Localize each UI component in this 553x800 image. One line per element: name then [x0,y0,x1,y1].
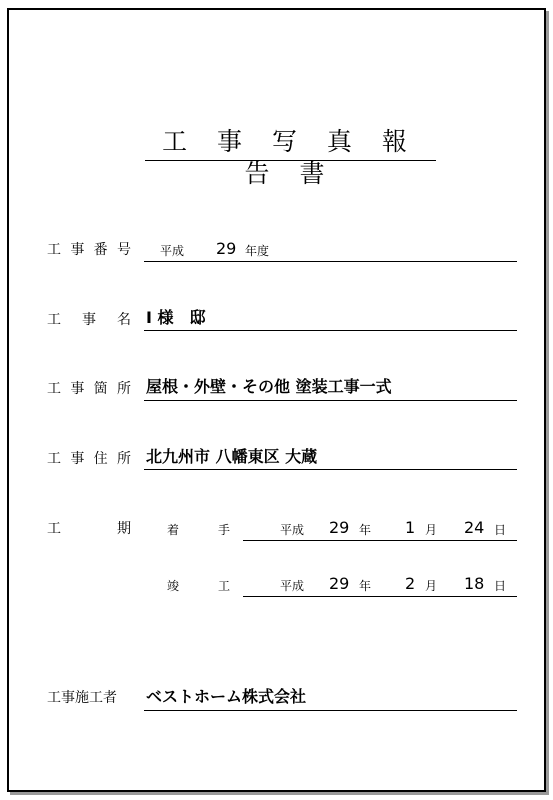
site-underline [144,400,517,401]
document-title: 工 事 写 真 報 告 書 [162,127,418,188]
contractor-value: ベストホーム株式会社 [146,687,307,706]
end-era: 平成 [280,579,305,593]
end-label-2: 工 [218,579,231,593]
start-label-1: 着 [167,523,180,537]
end-day-unit: 日 [494,579,507,593]
address-underline [144,469,517,470]
label-construction-number [47,240,131,260]
title-underline [145,160,436,161]
label-char: 工 [47,451,61,467]
label-char: 工 [47,312,61,328]
label-construction-name [47,310,131,330]
label-construction-site [47,379,131,399]
start-era: 平成 [280,523,305,537]
construction-address-value: 北九州市 八幡東区 大蔵 [146,447,318,466]
label-char: 工 [47,381,61,397]
label-char: 工 [47,521,61,537]
start-month: 1 [405,518,416,537]
label-char: 事 [70,451,85,467]
end-day: 18 [464,574,485,593]
start-day: 24 [464,518,485,537]
label-construction-period [47,519,131,539]
label-char: 期 [117,521,131,537]
label-char: 箇 [93,381,108,397]
label-char: 所 [116,451,131,467]
end-underline [243,596,517,597]
number-underline [144,261,517,262]
start-year: 29 [329,518,350,537]
start-year-unit: 年 [359,523,372,537]
number-year-unit: 年度 [245,244,270,258]
end-year-unit: 年 [359,579,372,593]
label-char: 番 [93,242,108,258]
label-char: 号 [116,242,131,258]
label-char: 住 [93,451,108,467]
end-year: 29 [329,574,350,593]
label-construction-address [47,449,131,469]
start-month-unit: 月 [425,523,438,537]
label-char: 所 [116,381,131,397]
start-label-2: 手 [218,523,231,537]
start-underline [243,540,517,541]
construction-name-value: I 様 邸 [146,308,206,327]
number-era: 平成 [160,244,185,258]
end-label-1: 竣 [167,579,180,593]
construction-site-value: 屋根・外壁・その他 塗装工事一式 [146,377,392,396]
label-char: 名 [117,312,131,328]
start-day-unit: 日 [494,523,507,537]
end-month-unit: 月 [425,579,438,593]
label-char: 事 [70,381,85,397]
label-contractor: 工事施工者 [47,690,117,706]
contractor-underline [144,710,517,711]
number-year: 29 [216,239,237,258]
label-char: 工 [47,242,61,258]
label-char: 事 [70,242,85,258]
label-char: 事 [82,312,96,328]
end-month: 2 [405,574,416,593]
name-underline [144,330,517,331]
